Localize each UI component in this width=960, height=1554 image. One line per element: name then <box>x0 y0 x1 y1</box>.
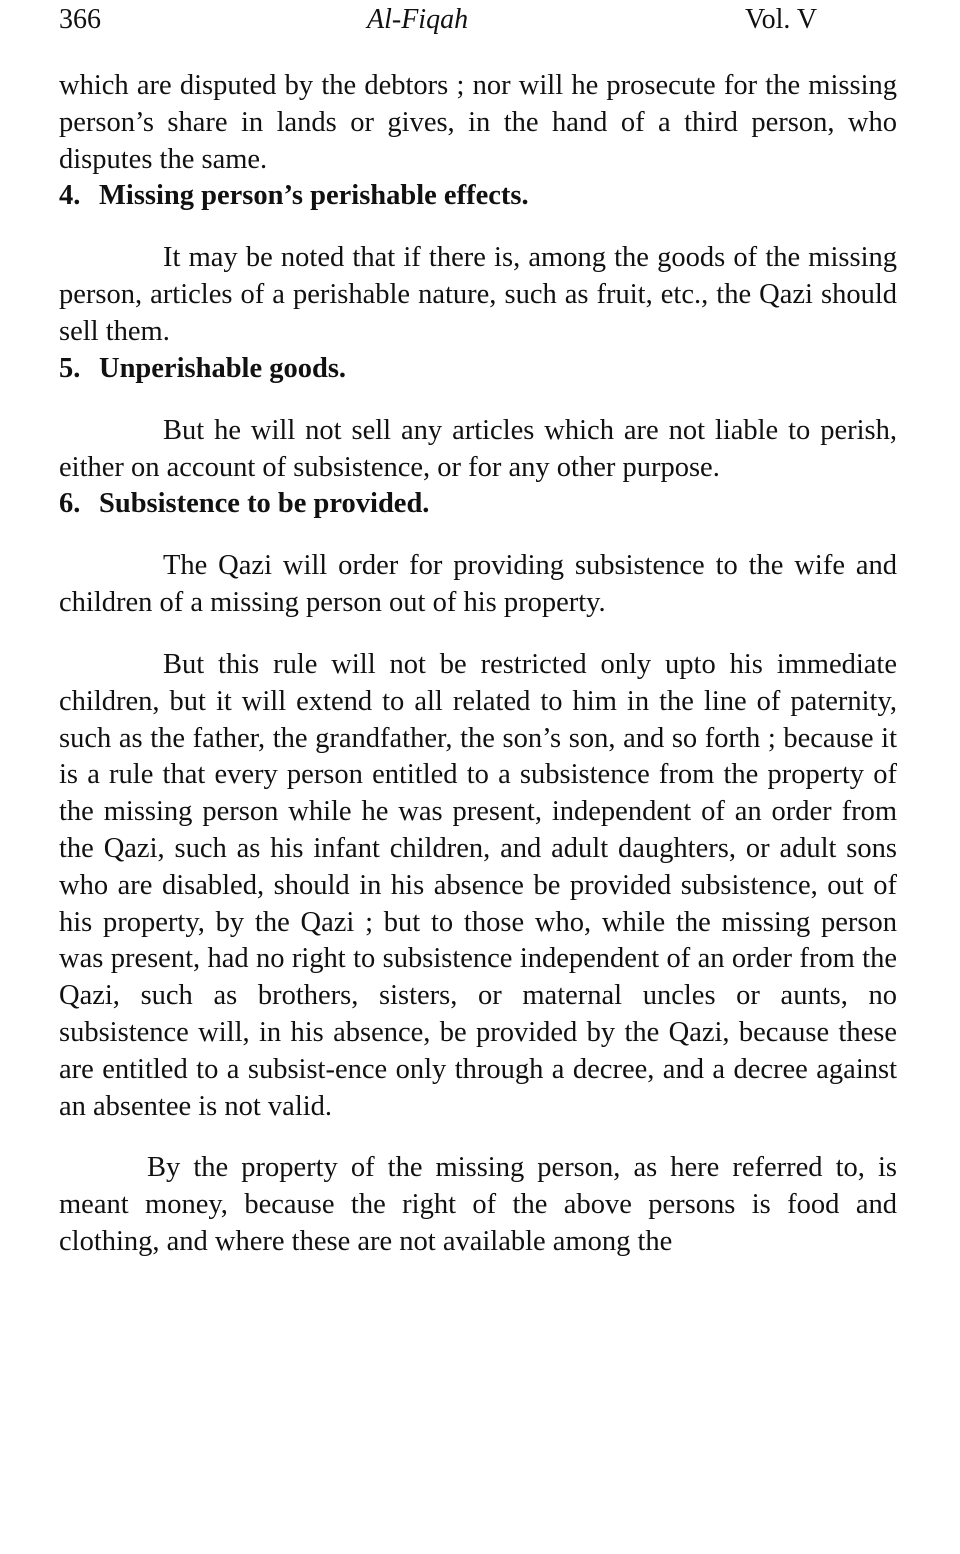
section-number: 4. <box>59 180 81 212</box>
section-number: 6. <box>59 488 81 520</box>
section-title: Missing person’s perishable effects. <box>99 180 529 212</box>
section-heading-4 <box>59 178 897 214</box>
section-title: Subsistence to be provided. <box>99 488 430 520</box>
section-6-paragraph-1: The Qazi will order for providing subsistence to the wife and children of a missing person out of his property. <box>59 550 897 619</box>
section-heading-6 <box>59 486 897 522</box>
section-heading-5 <box>59 351 897 387</box>
page-number: 366 <box>59 4 101 35</box>
continuation-paragraph: which are disputed by the debtors ; nor will he prosecute for the missing person’s share in lands or gives, in the hand of a third person, who disputes the same. <box>59 70 897 175</box>
section-6-paragraph-3: By the property of the missing person, as here referred to, is meant money, because the right of the above persons is food and clothing, and where these are not available among the <box>59 1152 897 1257</box>
book-page <box>59 0 897 1261</box>
running-head <box>59 0 897 44</box>
section-4-paragraph: It may be noted that if there is, among the goods of the missing person, articles of a perishable nature, such as fruit, etc., the Qazi should sell them. <box>59 242 897 347</box>
volume-label: Vol. V <box>745 4 818 35</box>
section-title: Unperishable goods. <box>99 352 347 384</box>
section-6-paragraph-2: But this rule will not be restricted only upto his immediate children, but it will extend to all related to him in the line of paternity, such as the father, the grandfather, the son’s son, and so forth ; because it is a rule that every person entitled to a subsistence from the property of the missing person while he was present, independent of an order from the Qazi, such as his infant children, and adult daughters, or adult sons who are disabled, should in his absence be provided subsistence, out of his property, by the Qazi ; but to those who, while the missing person was present, had no right to subsistence independent of an order from the Qazi, such as brothers, sisters, or maternal uncles or aunts, no subsistence will, in his absence, be provided by the Qazi, because these are entitled to a subsist-ence only through a decree, and a decree against an absentee is not valid. <box>59 648 897 1122</box>
section-number: 5. <box>59 352 81 384</box>
book-title: Al-Fiqah <box>367 4 469 35</box>
section-5-paragraph: But he will not sell any articles which are not liable to perish, either on account of subsistence, or for any other purpose. <box>59 414 897 483</box>
